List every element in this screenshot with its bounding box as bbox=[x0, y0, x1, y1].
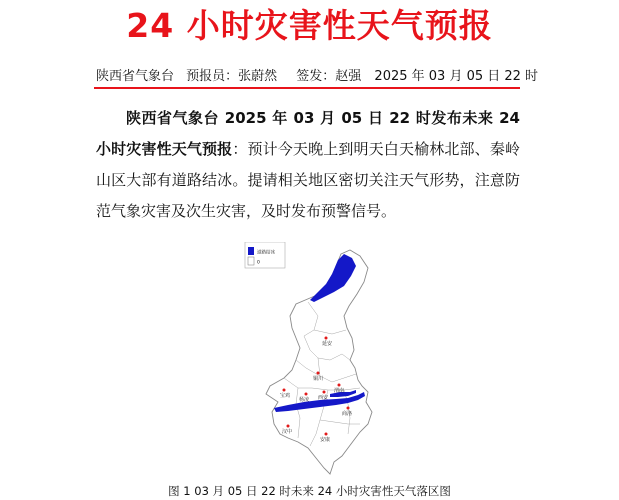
svg-text:杨凌: 杨凌 bbox=[299, 397, 310, 403]
forecast-text: ：预计今天晚上到明天白天榆林北部、秦岭山区大部有道路结冰。提请相关地区密切关注天气形势，注意防范气象灾害及次生灾害，及时发布预警信号。 bbox=[96, 140, 520, 220]
legend-swatch-zero bbox=[248, 257, 254, 265]
svg-text:汉中: 汉中 bbox=[282, 429, 293, 435]
page-title: 24 小时灾害性天气预报 bbox=[126, 6, 493, 45]
svg-text:商洛: 商洛 bbox=[342, 411, 353, 417]
legend-label-zero: 0 bbox=[257, 260, 260, 266]
header-divider bbox=[94, 87, 520, 89]
svg-text:铜川: 铜川 bbox=[313, 376, 324, 382]
legend-swatch-hazard bbox=[248, 247, 254, 255]
signer: 签发：赵强 bbox=[296, 69, 362, 84]
issue-datetime: 2025 年 03 月 05 日 22 时 bbox=[374, 69, 539, 84]
forecast-lead: 陕西省气象台 2025 年 03 月 05 日 22 时发布未来 24 小时灾害性天气预报 bbox=[96, 109, 520, 158]
svg-text:西安: 西安 bbox=[318, 395, 329, 401]
svg-text:延安: 延安 bbox=[322, 341, 333, 347]
forecaster: 预报员：张蔚然 bbox=[186, 69, 278, 84]
province-outline bbox=[266, 250, 372, 474]
map-caption: 图 1 03 月 05 日 22 时未来 24 小时灾害性天气落区图 bbox=[168, 484, 451, 498]
issuing-org: 陕西省气象台 bbox=[96, 69, 175, 84]
meta-line bbox=[96, 68, 538, 86]
forecast-paragraph bbox=[96, 103, 520, 227]
svg-text:安康: 安康 bbox=[320, 437, 331, 443]
legend-label-hazard: 道路结冰 bbox=[257, 250, 275, 256]
svg-text:渭南: 渭南 bbox=[334, 388, 345, 394]
svg-text:宝鸡: 宝鸡 bbox=[280, 393, 291, 399]
hazard-map bbox=[244, 242, 386, 482]
